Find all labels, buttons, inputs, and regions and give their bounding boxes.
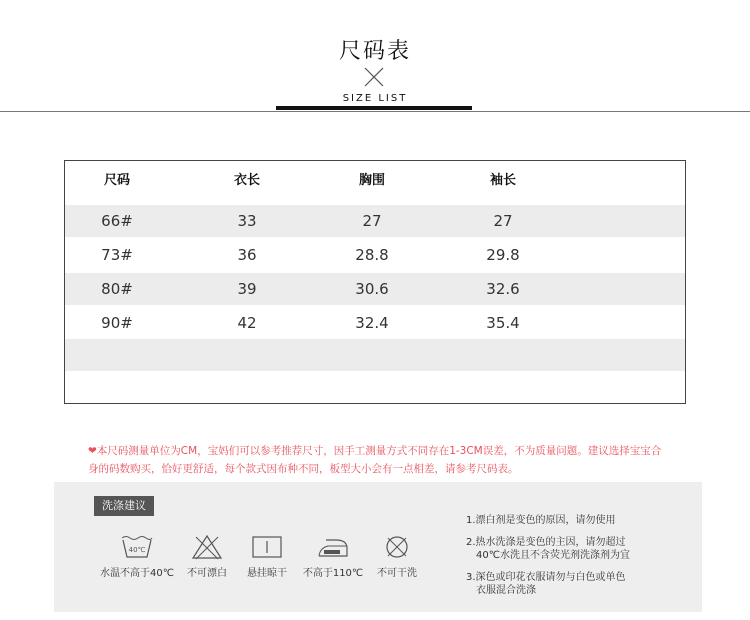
page-title: 尺码表 <box>338 39 411 64</box>
size-table <box>64 160 686 404</box>
care-panel <box>54 482 702 612</box>
care-instruction-3: 3.深色或印花衣服请勿与白色或单色 衣服混合洗涤 <box>466 572 626 596</box>
note-line-1: 本尺码测量单位为CM，宝妈们可以参考推荐尺寸，因手工测量方式不同存在1-3CM误差，不为质量问题。建议选择宝宝合 <box>96 445 662 457</box>
cell-length: 42 <box>237 314 257 332</box>
header-chest: 胸围 <box>358 173 385 188</box>
table-row-empty <box>65 339 685 371</box>
header-size: 尺码 <box>103 173 130 188</box>
table-header-row <box>65 165 685 197</box>
cell-length: 33 <box>237 212 257 230</box>
cell-length: 39 <box>237 280 257 298</box>
cell-length: 36 <box>237 246 257 264</box>
header-accent-bar <box>276 106 472 110</box>
care-text-iron: 不高于110℃ <box>302 568 364 579</box>
cell-size: 66# <box>101 212 133 230</box>
no-bleach-icon <box>190 534 224 560</box>
table-row <box>65 205 685 237</box>
care-instruction-1: 1.漂白剂是变色的原因，请勿使用 <box>466 515 616 526</box>
note-line-2: 身的码数购买，恰好更舒适，每个款式因布种不同，板型大小会有一点相差，请参考尺码表。 <box>88 463 519 475</box>
hang-dry-icon <box>250 534 284 560</box>
care-text-wash: 水温不高于40℃ <box>100 568 174 579</box>
cell-sleeve: 29.8 <box>486 246 520 264</box>
heart-icon: ❤ <box>88 445 97 457</box>
no-dry-clean-icon <box>380 534 414 560</box>
cell-size: 73# <box>101 246 133 264</box>
cross-decoration-icon <box>363 66 385 88</box>
care-instruction-2: 2.热水洗涤是变色的主因，请勿超过 40℃水洗且不含荧光剂洗涤剂为宜 <box>466 537 630 561</box>
table-row <box>65 307 685 339</box>
wash-40-icon <box>120 534 154 560</box>
cell-size: 90# <box>101 314 133 332</box>
cell-size: 80# <box>101 280 133 298</box>
cell-sleeve: 27 <box>493 212 513 230</box>
header-sleeve: 袖长 <box>489 173 516 188</box>
wash-temp-label: 40℃ <box>128 546 146 554</box>
cell-sleeve: 32.6 <box>486 280 520 298</box>
cell-chest: 30.6 <box>355 280 389 298</box>
care-text-dry: 悬挂晾干 <box>247 568 287 579</box>
cell-sleeve: 35.4 <box>486 314 520 332</box>
page-subtitle: SIZE LIST <box>342 93 408 104</box>
cell-chest: 32.4 <box>355 314 389 332</box>
size-note <box>88 442 668 478</box>
iron-110-icon <box>316 534 350 560</box>
table-row <box>65 273 685 305</box>
cell-chest: 28.8 <box>355 246 389 264</box>
care-text-dryclean: 不可干洗 <box>377 568 417 579</box>
care-label: 洗涤建议 <box>94 496 154 516</box>
cell-chest: 27 <box>362 212 382 230</box>
header-length: 衣长 <box>233 173 260 188</box>
care-text-bleach: 不可漂白 <box>187 568 227 579</box>
table-row <box>65 239 685 271</box>
header-divider <box>0 111 750 112</box>
